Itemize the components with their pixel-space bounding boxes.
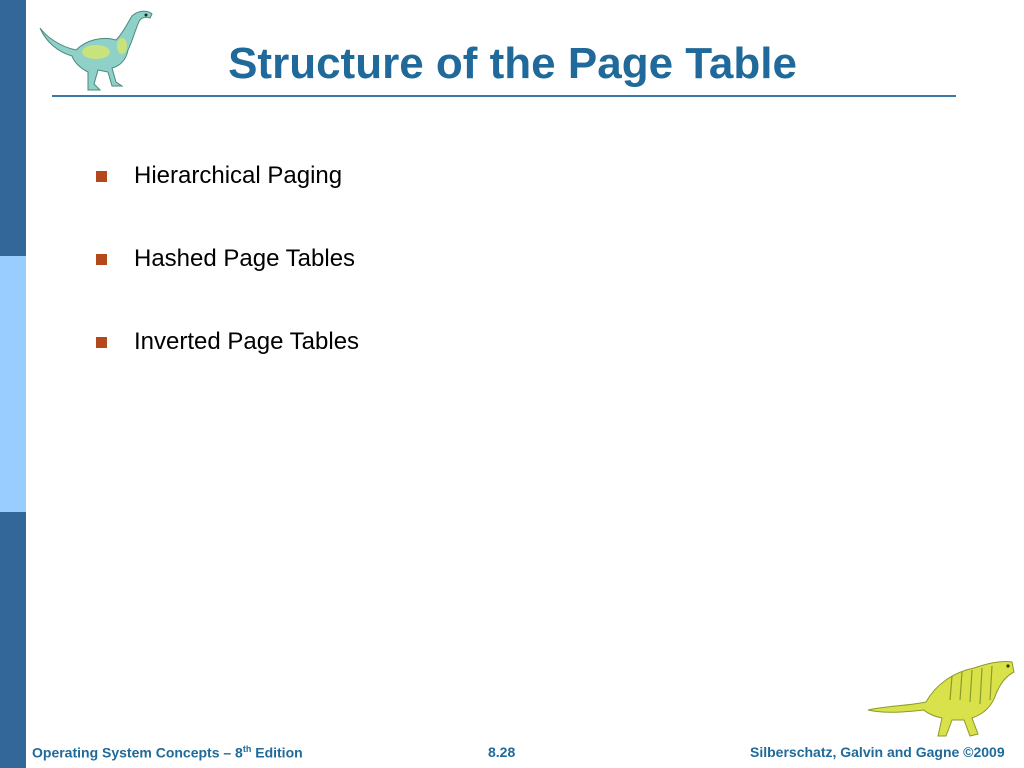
bullet-text: Inverted Page Tables [134,328,360,355]
bullet-list [96,152,359,401]
list-item [96,235,359,283]
footer-page-number: 8.28 [488,744,516,760]
dinosaur-icon [36,6,158,94]
square-bullet-icon [96,171,107,182]
side-bar-bottom [0,512,26,768]
side-bar-top [0,0,26,256]
dinosaur-icon [866,650,1016,742]
square-bullet-icon [96,254,107,265]
square-bullet-icon [96,337,107,348]
footer-book-sup: th [242,744,252,754]
list-item [96,318,359,366]
list-item [96,152,359,200]
footer-copyright: Silberschatz, Galvin and Gagne ©2009 [750,744,1005,760]
footer-book-prefix: Operating System Concepts – 8 [32,744,243,761]
page-title: Structure of the Page Table [228,39,797,88]
footer-book-suffix: Edition [251,744,303,761]
bullet-text: Hashed Page Tables [134,245,356,272]
side-bar-middle [0,256,26,512]
title-divider [52,95,956,97]
bullet-text: Hierarchical Paging [134,162,343,189]
footer-book-title [32,744,303,761]
